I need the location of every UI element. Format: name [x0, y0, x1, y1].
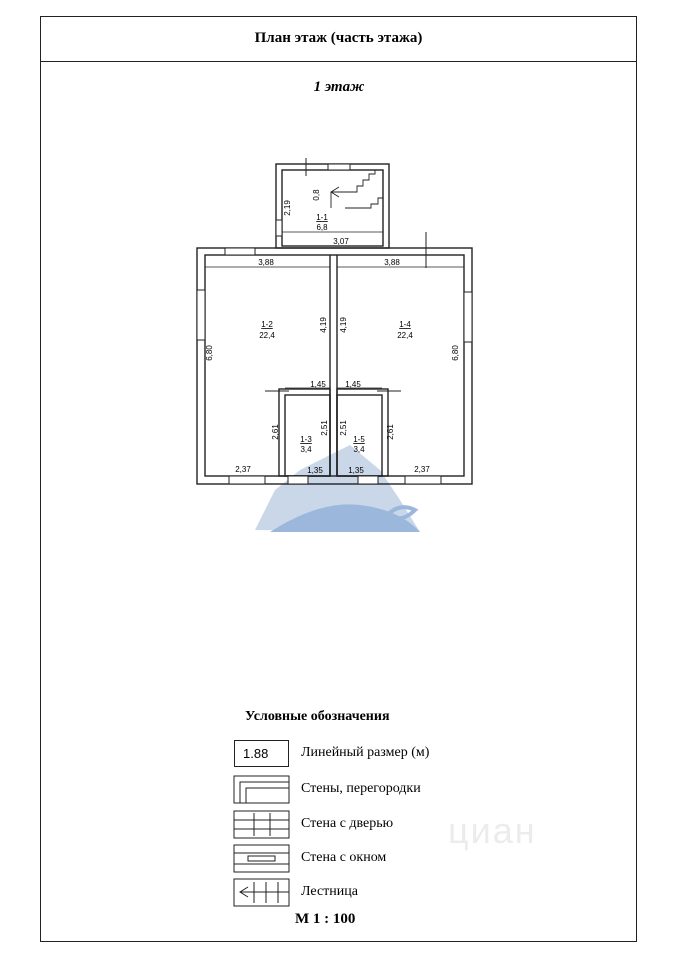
floor-title: 1 этаж: [313, 79, 365, 95]
dim-label: 2,61: [271, 424, 280, 440]
room-1-1-id: 1-1: [316, 213, 328, 222]
scale-label: М 1 : 100: [295, 911, 356, 927]
dim-label: 3,88: [384, 258, 400, 267]
dim-label: 2,51: [320, 420, 329, 436]
watermark-text: циан: [448, 810, 537, 851]
dim-label: 3,88: [258, 258, 274, 267]
dim-label: 2,19: [283, 200, 292, 216]
legend-item-walls: Стены, перегородки: [301, 781, 421, 796]
legend-item-door: Стена с дверью: [301, 816, 394, 831]
room-1-4-area: 22,4: [397, 331, 413, 340]
dim-label: 4,19: [339, 317, 348, 333]
room-1-2-area: 22,4: [259, 331, 275, 340]
room-1-5-id: 1-5: [353, 435, 365, 444]
dim-label: 1,35: [348, 466, 364, 475]
dim-label: 1,35: [307, 466, 323, 475]
dim-label: 6,80: [451, 345, 460, 361]
staircase: [331, 170, 383, 208]
legend-sample-value: 1.88: [234, 740, 289, 767]
room-1-2-id: 1-2: [261, 320, 273, 329]
dim-label: 2,61: [386, 424, 395, 440]
dim-label: 2,51: [339, 420, 348, 436]
dim-label: 2,37: [235, 465, 251, 474]
legend-item-dimension: Линейный размер (м): [301, 745, 430, 760]
windows: [197, 164, 472, 484]
room-1-3-id: 1-3: [300, 435, 312, 444]
dim-label: 1,45: [310, 380, 326, 389]
room-1-3-area: 3,4: [300, 445, 312, 454]
room-1-4-id: 1-4: [399, 320, 411, 329]
dim-label: 1,45: [345, 380, 361, 389]
doors: [265, 158, 426, 391]
legend-title: Условные обозначения: [245, 709, 390, 724]
room-1-1-area: 6,8: [316, 223, 328, 232]
legend-item-stairs: Лестница: [301, 884, 358, 899]
dim-label: 3,07: [333, 237, 349, 246]
dim-label: 2,37: [414, 465, 430, 474]
room-1-5-area: 3,4: [353, 445, 365, 454]
legend-item-window: Стена с окном: [301, 850, 387, 865]
dim-label: 4,19: [319, 317, 328, 333]
walls: [197, 164, 472, 484]
dim-label: 6,80: [205, 345, 214, 361]
legend-symbols: [234, 776, 289, 906]
room-labels: [259, 213, 413, 454]
dim-label: 0,8: [312, 189, 321, 201]
page-title: План этаж (часть этажа): [40, 16, 637, 62]
